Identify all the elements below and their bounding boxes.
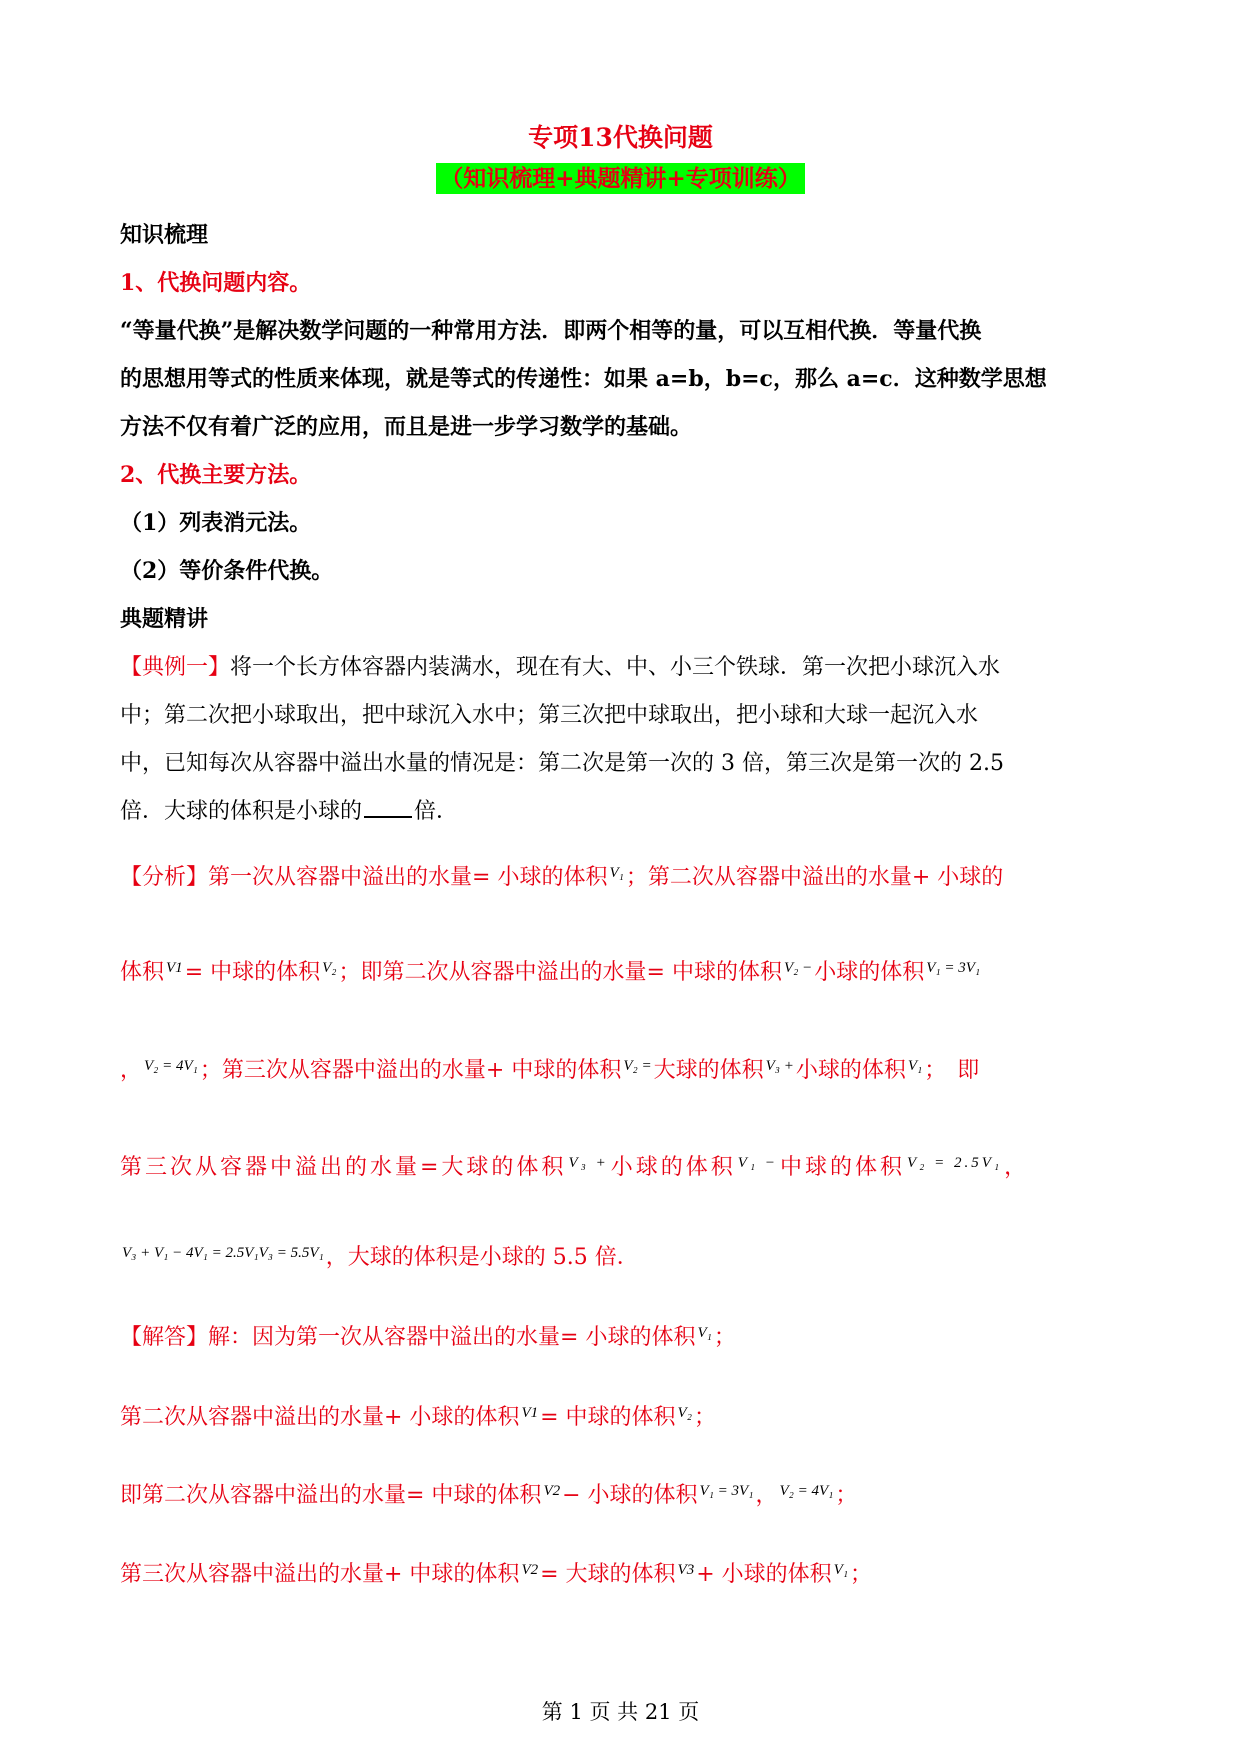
example1-line-3: 中，已知每次从容器中溢出水量的情况是：第二次是第一次的 3 倍，第三次是第一次的 2.5 <box>120 751 1004 776</box>
solution-tag: 【解答】 <box>120 1325 209 1350</box>
analysis-line-1: 【分析】第一次从容器中溢出的水量= 小球的体积 $^{V_1}$；第二次从容器中溢出的水量+ 小球的 <box>120 865 1004 890</box>
method-1: （1）列表消元法。 <box>120 510 312 536</box>
item1-title: 1、代换问题内容。 <box>120 270 312 296</box>
formula: V₂ = 2.5V₁ <box>906 1155 1003 1171</box>
item1-line-1: “等量代换”是解决数学问题的一种常用方法．即两个相等的量，可以互相代换．等量代换 <box>120 318 982 344</box>
analysis-line-5: $^{V_3 + V_1 - 4V_1 = 2.5V_1V_3 = 5.5V_1}$，大球的体积是小球的 5.5 倍． <box>122 1245 639 1270</box>
item2-title: 2、代换主要方法。 <box>120 462 312 488</box>
subtitle-row <box>0 160 1241 193</box>
solution-line-3: 即第二次从容器中溢出的水量= 中球的体积 $^{V2}$− 小球的体积 $^{V_1 = 3V_1}$， $^{V_2 = 4V_1}$； <box>120 1483 858 1508</box>
formula: V₂ = 4V₁ <box>779 1483 834 1499</box>
item1-line-2: 的思想用等式的性质来体现，就是等式的传递性：如果 a=b，b=c，那么 a=c．这种数学思想 <box>120 366 1047 392</box>
example1-line-2: 中；第二次把小球取出，把中球沉入水中；第三次把中球取出，把小球和大球一起沉入水 <box>120 703 979 728</box>
answer-blank <box>364 798 412 818</box>
formula: V3 <box>677 1562 695 1578</box>
formula: V2 <box>543 1483 561 1499</box>
formula: V₃ + V₁ − 4V₁ = 2.5V₁V₃ = 5.5V₁ <box>122 1245 324 1261</box>
formula: V₁ <box>697 1325 712 1341</box>
example1-line-4: 倍．大球的体积是小球的 倍． <box>120 799 459 824</box>
formula: V1 <box>521 1405 539 1421</box>
knowledge-heading: 知识梳理 <box>120 222 209 248</box>
page-title: 专项13代换问题 <box>528 123 713 152</box>
formula: V₂ = 4V₁ <box>144 1058 198 1074</box>
formula: V₁ = 3V₁ <box>926 960 981 976</box>
formula: V2 <box>521 1562 539 1578</box>
formula: V₁ <box>907 1058 923 1074</box>
page-footer: 第 1 页 共 21 页 <box>541 1700 700 1724</box>
analysis-line-3: ， $^{V_2 = 4V_1}$；第三次从容器中溢出的水量+ 中球的体积 $^{V_2 =}$大球的体积 $^{V_3 +}$小球的体积 $^{V_1}$； 即 <box>120 1058 980 1083</box>
formula: V₂ <box>677 1405 692 1421</box>
formula: V1 <box>166 960 183 976</box>
formula: V₂ = <box>623 1058 652 1074</box>
method-2: （2）等价条件代换。 <box>120 558 334 584</box>
formula: V₃ + <box>568 1155 609 1171</box>
formula: V₁ <box>833 1562 849 1578</box>
formula: V₃ + <box>765 1058 794 1074</box>
examples-heading: 典题精讲 <box>120 606 209 632</box>
formula: V₂ <box>322 960 337 976</box>
subtitle: （知识梳理+典题精讲+专项训练） <box>436 163 805 194</box>
solution-line-1: 【解答】解：因为第一次从容器中溢出的水量= 小球的体积 $^{V_1}$； <box>120 1325 736 1350</box>
formula: V₁ = 3V₁ <box>699 1483 754 1499</box>
analysis-line-2: 体积 $^{V1}$= 中球的体积 $^{V_2}$；即第二次从容器中溢出的水量= 中球的体积 $^{V_2 -}$小球的体积 $^{V_1 = 3V_1}$ <box>120 960 981 985</box>
example1-tag: 【典例一】 <box>120 655 231 680</box>
solution-line-2: 第二次从容器中溢出的水量+ 小球的体积 $^{V1}$= 中球的体积 $^{V_2}$； <box>120 1405 716 1430</box>
formula: V₂ − <box>783 960 813 976</box>
analysis-line-4: 第三次从容器中溢出的水量=大球的体积 $^{V_3 +}$小球的体积 $^{V_1 -}$中球的体积 $^{V_2 = 2.5V_1}$， <box>120 1155 1030 1180</box>
solution-line-4: 第三次从容器中溢出的水量+ 中球的体积 $^{V2}$= 大球的体积 $^{V3}$+ 小球的体积 $^{V_1}$； <box>120 1562 873 1587</box>
formula: V₁ − <box>737 1155 778 1171</box>
example1-line-1: 【典例一】将一个长方体容器内装满水，现在有大、中、小三个铁球．第一次把小球沉入水 <box>120 655 1001 680</box>
formula: V₁ <box>609 865 624 881</box>
analysis-tag: 【分析】 <box>120 865 209 890</box>
item1-line-3: 方法不仅有着广泛的应用，而且是进一步学习数学的基础。 <box>120 414 693 440</box>
